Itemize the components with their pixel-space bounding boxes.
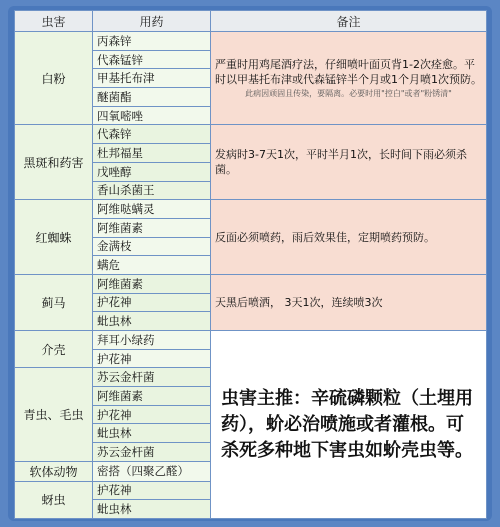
note-text: 严重时用鸡尾酒疗法，仔细喷叶面页背1-2次痊愈。平时以甲基托布津或代森锰锌半个月或1个月喷1次预防。 — [215, 58, 482, 87]
pest-medicine-table — [14, 10, 487, 519]
note-spider: 反面必须喷药，雨后效果佳，定期喷药预防。 — [211, 200, 487, 275]
medicine-cell: 护花神 — [93, 349, 211, 368]
table-row — [15, 200, 487, 219]
medicine-cell: 戊唑醇 — [93, 162, 211, 181]
medicine-cell: 阿维哒螨灵 — [93, 200, 211, 219]
medicine-cell: 螨危 — [93, 256, 211, 275]
medicine-cell: 杜邦福星 — [93, 144, 211, 163]
pest-powdery: 白粉 — [15, 32, 93, 125]
note-small-text: 此病因顽固且传染，要隔离。必要时用"控白"或者"粉锈清" — [245, 89, 452, 99]
pest-spider: 红蜘蛛 — [15, 200, 93, 275]
medicine-cell: 四氧嘧唑 — [93, 106, 211, 125]
header-pest: 虫害 — [15, 11, 93, 32]
medicine-cell: 蚍虫林 — [93, 424, 211, 443]
medicine-cell: 苏云金杆菌 — [93, 368, 211, 387]
medicine-cell: 蚍虫林 — [93, 500, 211, 519]
table-row — [15, 331, 487, 350]
medicine-cell: 蚍虫林 — [93, 312, 211, 331]
big-note: 虫害主推：辛硫磷颗粒（土埋用药），蚧必治喷施或者灌根。可杀死多种地下害虫如蚧壳虫等。 — [211, 331, 487, 519]
medicine-cell: 阿维菌素 — [93, 387, 211, 406]
medicine-cell: 拜耳小绿药 — [93, 331, 211, 350]
medicine-cell: 金满枝 — [93, 237, 211, 256]
pest-aphid: 蚜虫 — [15, 481, 93, 518]
medicine-cell: 丙森锌 — [93, 32, 211, 51]
medicine-cell: 密搭（四聚乙醛） — [93, 461, 211, 481]
medicine-cell: 代森锌 — [93, 125, 211, 144]
pest-scale: 介壳 — [15, 331, 93, 368]
medicine-cell: 护花神 — [93, 293, 211, 312]
table-row — [15, 125, 487, 144]
pest-blackspot: 黑斑和药害 — [15, 125, 93, 200]
note-thrips: 天黑后喷洒， 3天1次，连续喷3次 — [211, 274, 487, 330]
header-medicine: 用药 — [93, 11, 211, 32]
medicine-cell: 代森锰锌 — [93, 50, 211, 69]
note-blackspot: 发病时3-7天1次，平时半月1次，长时间下雨必须杀菌。 — [211, 125, 487, 200]
pest-caterpillar: 青虫、毛虫 — [15, 368, 93, 461]
note-powdery — [211, 32, 487, 125]
medicine-cell: 护花神 — [93, 405, 211, 424]
table-row — [15, 274, 487, 293]
medicine-cell: 醚菌酯 — [93, 88, 211, 107]
header-row — [15, 11, 487, 32]
table-row — [15, 32, 487, 51]
medicine-cell: 甲基托布津 — [93, 69, 211, 88]
medicine-cell: 护花神 — [93, 481, 211, 500]
medicine-cell: 香山杀菌王 — [93, 181, 211, 200]
medicine-cell: 阿维菌素 — [93, 218, 211, 237]
medicine-cell: 阿维菌素 — [93, 274, 211, 293]
pest-mollusk: 软体动物 — [15, 461, 93, 481]
pest-thrips: 蓟马 — [15, 274, 93, 330]
header-notes: 备注 — [211, 11, 487, 32]
medicine-cell: 苏云金杆菌 — [93, 443, 211, 462]
